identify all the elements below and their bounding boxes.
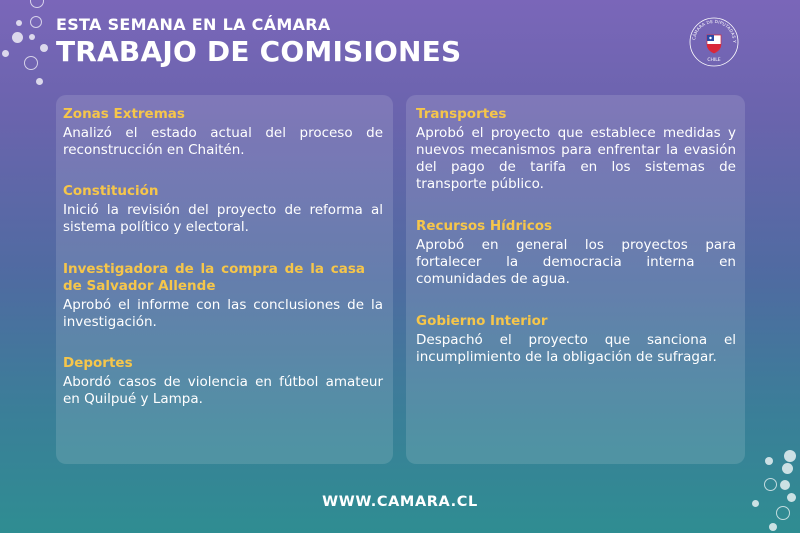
commission-summary: Aprobó en general los proyectos para fortalecer la democracia interna en comunidades de agua. bbox=[416, 237, 736, 287]
commission-item-zonas-extremas bbox=[63, 106, 383, 159]
commission-title: Deportes bbox=[63, 355, 133, 371]
commission-item-gobierno-interior bbox=[416, 313, 736, 366]
commission-item-deportes bbox=[63, 355, 383, 408]
commission-title: Transportes bbox=[416, 106, 507, 122]
commission-item-recursos-hidricos bbox=[416, 218, 736, 288]
commission-summary: Inició la revisión del proyecto de reforma al sistema político y electoral. bbox=[63, 202, 383, 235]
header-kicker: ESTA SEMANA EN LA CÁMARA bbox=[56, 15, 331, 34]
commission-item-investigadora bbox=[63, 261, 383, 331]
commission-summary: Analizó el estado actual del proceso de reconstrucción en Chaitén. bbox=[63, 125, 383, 158]
decorative-circle bbox=[764, 478, 777, 491]
decorative-dot bbox=[765, 457, 773, 465]
decorative-dot bbox=[784, 450, 796, 462]
page-title: TRABAJO DE COMISIONES bbox=[56, 35, 462, 68]
decorative-dot bbox=[769, 523, 777, 531]
decorative-dot bbox=[16, 20, 22, 26]
commission-title: Zonas Extremas bbox=[63, 106, 185, 122]
commission-item-transportes bbox=[416, 106, 736, 193]
seal-ring-text: CÁMARA DE DIPUTADAS Y bbox=[691, 18, 738, 44]
decorative-dot bbox=[780, 480, 790, 490]
decorative-dot bbox=[29, 34, 35, 40]
commission-summary: Abordó casos de violencia en fútbol amateur en Quilpué y Lampa. bbox=[63, 374, 383, 407]
decorative-circle bbox=[24, 56, 38, 70]
decorative-dot bbox=[40, 44, 48, 52]
seal-country-text: CHILE bbox=[707, 58, 721, 63]
footer-website-link[interactable]: WWW.CAMARA.CL bbox=[322, 494, 478, 510]
commission-summary: Aprobó el informe con las conclusiones de la investigación. bbox=[63, 297, 383, 330]
commission-summary: Aprobó el proyecto que establece medidas y nuevos mecanismos para enfrentar la evasión del pago de tarifa en los sistemas de transporte público. bbox=[416, 125, 736, 192]
commission-item-constitucion bbox=[63, 183, 383, 236]
right-panel bbox=[406, 95, 745, 464]
commission-summary: Despachó el proyecto que sanciona el incumplimiento de la obligación de sufragar. bbox=[416, 332, 736, 365]
decorative-dot bbox=[12, 32, 23, 43]
decorative-dot bbox=[36, 78, 43, 85]
commission-title: Constitución bbox=[63, 183, 159, 199]
left-panel bbox=[56, 95, 393, 464]
commission-title: Investigadora de la compra de la casa de Salvador Allende bbox=[63, 261, 365, 294]
commission-title: Recursos Hídricos bbox=[416, 218, 553, 234]
commission-title: Gobierno Interior bbox=[416, 313, 548, 329]
decorative-circle bbox=[30, 16, 42, 28]
decorative-dot bbox=[2, 50, 9, 57]
chamber-seal-icon bbox=[688, 16, 740, 68]
decorative-dot bbox=[782, 463, 793, 474]
decorative-circle bbox=[30, 0, 44, 8]
